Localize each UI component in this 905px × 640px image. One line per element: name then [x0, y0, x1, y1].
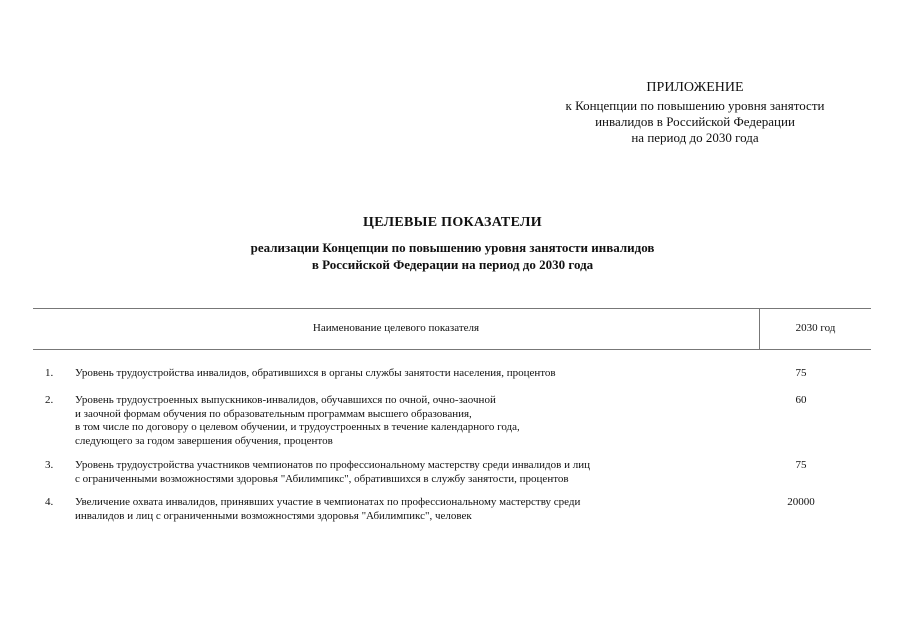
row-text-line: Увеличение охвата инвалидов, принявших участие в чемпионатах по профессиональному мастерству среди — [75, 496, 581, 508]
row-text — [75, 367, 735, 381]
column-header-indicator-name: Наименование целевого показателя — [312, 322, 480, 334]
appendix-line-1: к Концепции по повышению уровня занятости — [565, 98, 825, 113]
document-title: ЦЕЛЕВЫЕ ПОКАЗАТЕЛИ — [363, 215, 542, 230]
row-value: 20000 — [787, 496, 815, 508]
row-text — [75, 394, 735, 448]
row-text-line: с ограниченными возможностями здоровья "Абилимпикс", обратившихся в службу занятости, процентов — [75, 472, 569, 485]
row-text-line: инвалидов и лиц с ограниченными возможностями здоровья "Абилимпикс", человек — [75, 509, 472, 522]
table-header-bottom-border — [33, 349, 871, 350]
appendix-line-2: инвалидов в Российской Федерации — [595, 114, 795, 129]
row-text-line: Уровень трудоустроенных выпускников-инвалидов, обучавшихся по очной, очно-заочной — [75, 394, 496, 406]
row-text-line: Уровень трудоустройства инвалидов, обратившихся в органы службы занятости населения, процентов — [75, 367, 556, 379]
row-text — [75, 459, 735, 486]
row-value: 75 — [795, 367, 807, 379]
row-number: 1. — [45, 367, 54, 379]
row-number: 2. — [45, 394, 54, 406]
row-value: 75 — [795, 459, 807, 471]
row-text-line: и заочной формам обучения по образовательным программам высшего образования, — [75, 407, 472, 420]
row-text-line: Уровень трудоустройства участников чемпионатов по профессиональному мастерству среди инвалидов и лиц — [75, 459, 590, 471]
row-text-line: в том числе по договору о целевом обучении, и трудоустроенных в течение календарного года, — [75, 421, 520, 433]
table-top-border — [33, 308, 871, 309]
row-number: 3. — [45, 459, 54, 471]
row-text-line: следующего за годом завершения обучения, процентов — [75, 434, 333, 447]
row-number: 4. — [45, 496, 54, 508]
subtitle-line-2: в Российской Федерации на период до 2030 года — [311, 257, 594, 272]
appendix-line-3: на период до 2030 года — [631, 130, 759, 145]
document-subtitle — [0, 239, 905, 273]
row-value: 60 — [795, 394, 807, 406]
column-header-year: 2030 год — [795, 322, 836, 334]
appendix-heading: ПРИЛОЖЕНИЕ — [646, 80, 744, 95]
row-text — [75, 496, 735, 523]
subtitle-line-1: реализации Концепции по повышению уровня занятости инвалидов — [250, 240, 655, 255]
appendix-block — [540, 80, 850, 146]
